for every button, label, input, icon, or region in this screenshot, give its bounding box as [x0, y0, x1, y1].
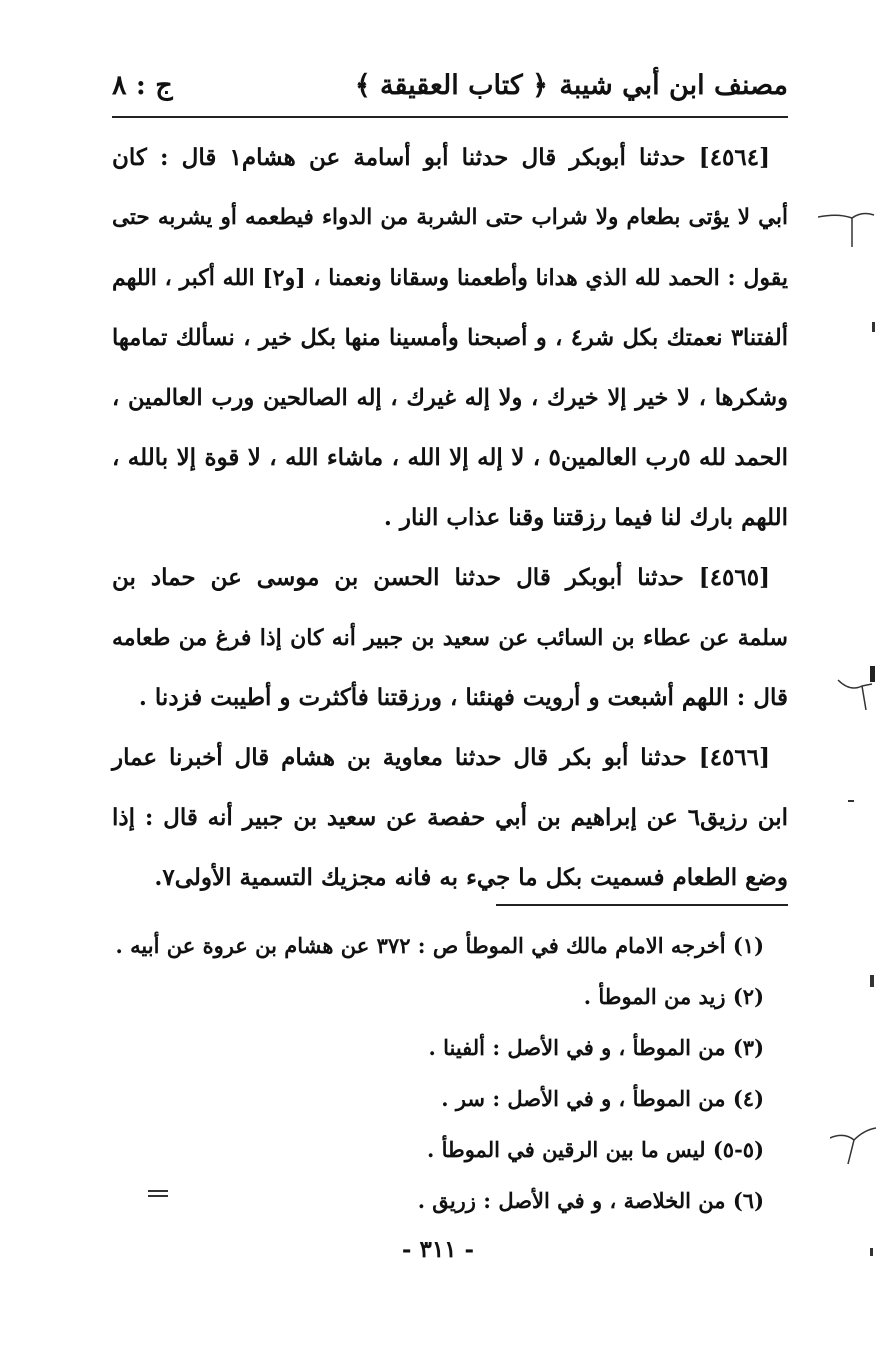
text-line: سلمة عن عطاء بن السائب عن سعيد بن جبير أنه كان إذا فرغ من طعامه	[112, 625, 788, 651]
text-line: يقول : الحمد لله الذي هدانا وأطعمنا وسقانا ونعمنا ، [و٢] الله أكبر ، اللهم	[112, 265, 788, 291]
footnote: (٤) من الموطأ ، و في الأصل : سر .	[441, 1086, 764, 1111]
footnote: (٢) زيد من الموطأ .	[583, 984, 764, 1009]
section-title: ﴿ كتاب العقيقة ﴾	[354, 70, 548, 101]
text-line: الحمد لله ٥رب العالمين٥ ، لا إله إلا الله ، ماشاء الله ، لا قوة إلا بالله ،	[112, 444, 788, 471]
text-line: ألفتنا٣ نعمتك بكل شر٤ ، و أصبحنا وأمسينا منها بكل خير ، نسألك تمامها	[112, 325, 788, 351]
footnotes	[88, 920, 764, 1226]
text-line: [٤٥٦٥] حدثنا أبوبكر قال حدثنا الحسن بن موسى عن حماد بن	[112, 564, 770, 591]
text-line: وشكرها ، لا خير إلا خيرك ، ولا إله غيرك ، إله الصالحين ورب العالمين ،	[112, 385, 788, 411]
footnote-rule	[496, 904, 788, 906]
footnote: (٣) من الموطأ ، و في الأصل : ألفينا .	[428, 1035, 764, 1060]
scan-mark-icon	[870, 975, 874, 987]
book-title: مصنف ابن أبي شيبة	[559, 70, 788, 101]
text-line: قال : اللهم أشبعت و أرويت فهنئنا ، ورزقتنا فأكثرت و أطيبت فزدنا .	[138, 684, 788, 711]
footnote: (١) أخرجه الامام مالك في الموطأ ص : ٣٧٢ عن هشام بن عروة عن أبيه .	[115, 933, 764, 958]
page-number: - ٣١١ -	[401, 1236, 475, 1263]
scan-mark-icon	[870, 1248, 873, 1256]
text-line: أبي لا يؤتى بطعام ولا شراب حتى الشربة من الدواء فيطعمه أو يشربه حتى	[112, 205, 788, 230]
scan-mark-icon	[872, 322, 875, 332]
scan-mark-icon	[848, 800, 854, 802]
scan-mark-icon	[148, 1190, 168, 1192]
hadith-text	[112, 128, 788, 908]
header-rule	[112, 116, 788, 118]
scan-mark-icon	[148, 1195, 168, 1197]
text-line: وضع الطعام فسميت بكل ما جيء به فانه مجزيك التسمية الأولى٧.	[154, 864, 788, 891]
text-line: [٤٥٦٦] حدثنا أبو بكر قال حدثنا معاوية بن هشام قال أخبرنا عمار	[112, 744, 770, 771]
footnote: (٥-٥) ليس ما بين الرقين في الموطأ .	[426, 1137, 764, 1162]
footnote: (٦) من الخلاصة ، و في الأصل : زريق .	[417, 1188, 764, 1213]
text-line: اللهم بارك لنا فيما رزقتنا وقنا عذاب النار .	[383, 504, 788, 531]
text-line: [٤٥٦٤] حدثنا أبوبكر قال حدثنا أبو أسامة عن هشام١ قال : كان	[112, 144, 770, 171]
scan-mark-icon	[836, 662, 876, 712]
page-header	[112, 62, 788, 116]
text-line: ابن رزيق٦ عن إبراهيم بن أبي حفصة عن سعيد بن جبير أنه قال : إذا	[112, 804, 788, 831]
scan-mark-icon	[830, 1118, 876, 1168]
scan-mark-icon	[818, 205, 876, 250]
volume-number: ج : ٨	[112, 70, 173, 101]
